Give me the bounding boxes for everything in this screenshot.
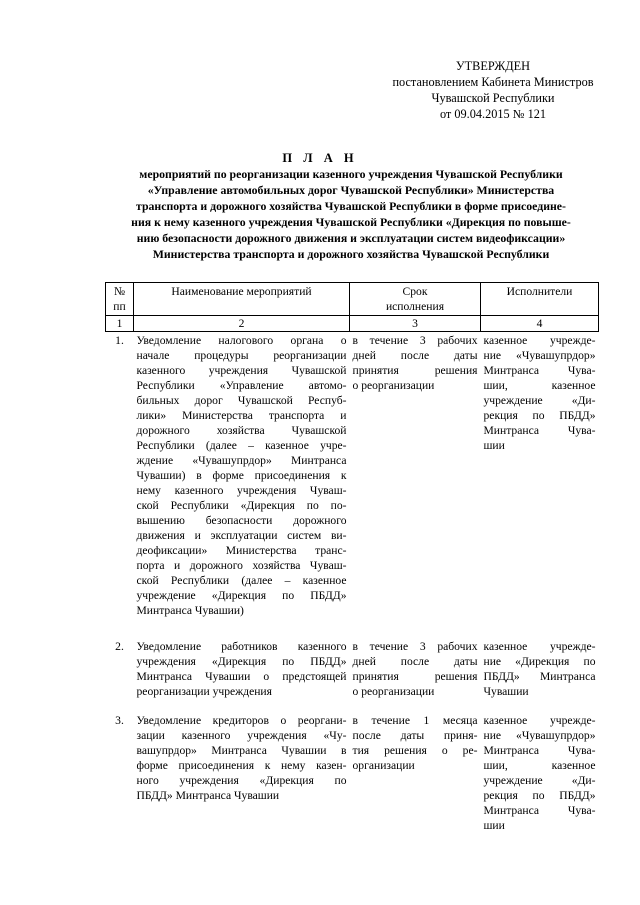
document-title: П Л А Н bbox=[282, 151, 358, 165]
approval-line-4: от 09.04.2015 № 121 bbox=[439, 107, 547, 121]
row-number: 3. bbox=[115, 714, 124, 727]
header-executors: Исполнители bbox=[481, 283, 599, 316]
row-executors: казенное учрежде- ние «Чувашупрдор» Минтранса Чува- шии, казенное учреждение «Ди- рекция по ПБДД» Минтранса Чува- шии bbox=[483, 714, 596, 832]
row-number: 1. bbox=[115, 334, 124, 347]
document-subtitle bbox=[106, 166, 596, 262]
column-number: 1 bbox=[106, 316, 134, 332]
approval-line-2: постановлением Кабинета Министров bbox=[392, 75, 594, 89]
column-number-row bbox=[106, 316, 599, 332]
subtitle-line: ния к нему казенного учреждения Чувашской Республики «Дирекция по повыше- bbox=[131, 215, 571, 229]
plan-table bbox=[105, 282, 599, 833]
row-executors: казенное учрежде- ние «Дирекция по ПБДД» Минтранса Чувашии bbox=[483, 640, 596, 698]
subtitle-line: транспорта и дорожного хозяйства Чувашской Республики в форме присоедине- bbox=[136, 199, 566, 213]
row-number: 2. bbox=[115, 640, 124, 653]
subtitle-line: мероприятий по реорганизации казенного учреждения Чувашской Республики bbox=[139, 167, 563, 181]
table-row bbox=[106, 629, 599, 703]
subtitle-line: Министерства транспорта и дорожного хозяйства Чувашской Республики bbox=[152, 247, 550, 261]
table-row bbox=[106, 332, 599, 630]
row-deadline: в течение 3 рабочих дней после даты принятия решения о реорганизации bbox=[352, 334, 478, 392]
approval-stamp bbox=[378, 58, 608, 122]
row-name: Уведомление налогового органа о начале процедуры реорганизации казенного учреждения Чувашской Республики «Управление автомо- бильных дорог Чувашской Респуб- лики» Министерства транспорта и дорожного хозяйства Чувашской Республики (далее – казенное учре- ждение «Чувашупрдор» Минтранса Чувашии) в форме присоединения к нему казенного учреждения Чуваш- ской Республики «Дирекция по по- вышению безопасности дорожного движения и эксплуатации систем ви- деофиксации» Министерства транс- порта и дорожного хозяйства Чуваш- ской Республики (далее – казенное учреждение «Дирекция по ПБДД» Минтранса Чувашии) bbox=[136, 334, 347, 617]
row-name: Уведомление работников казенного учреждения «Дирекция по ПБДД» Минтранса Чувашии о предстоящей реорганизации учреждения bbox=[136, 640, 347, 698]
header-number: № пп bbox=[106, 283, 134, 316]
subtitle-line: нию безопасности дорожного движения и эксплуатации систем видеофиксации» bbox=[136, 231, 566, 245]
approval-line-1: УТВЕРЖДЕН bbox=[455, 59, 531, 73]
header-deadline: Срок исполнения bbox=[350, 283, 481, 316]
table-row bbox=[106, 703, 599, 833]
column-number: 2 bbox=[134, 316, 350, 332]
column-number: 4 bbox=[481, 316, 599, 332]
row-executors: казенное учрежде- ние «Чувашупрдор» Минтранса Чува- шии, казенное учреждение «Ди- рекция по ПБДД» Минтранса Чува- шии bbox=[483, 334, 596, 452]
row-deadline: в течение 3 рабочих дней после даты принятия решения о реорганизации bbox=[352, 640, 478, 698]
row-name: Уведомление кредиторов о реоргани- зации казенного учреждения «Чу- вашупрдор» Минтранса Чувашии в форме присоединения к нему казен- ного учреждения «Дирекция по ПБДД» Минтранса Чувашии bbox=[136, 714, 347, 802]
subtitle-line: «Управление автомобильных дорог Чувашской Республики» Министерства bbox=[147, 183, 555, 197]
column-number: 3 bbox=[350, 316, 481, 332]
row-deadline: в течение 1 месяца после даты приня- тия решения о ре- организации bbox=[352, 714, 478, 772]
table-header-row bbox=[106, 283, 599, 316]
header-name: Наименование мероприятий bbox=[134, 283, 350, 316]
approval-line-3: Чувашской Республики bbox=[431, 91, 555, 105]
